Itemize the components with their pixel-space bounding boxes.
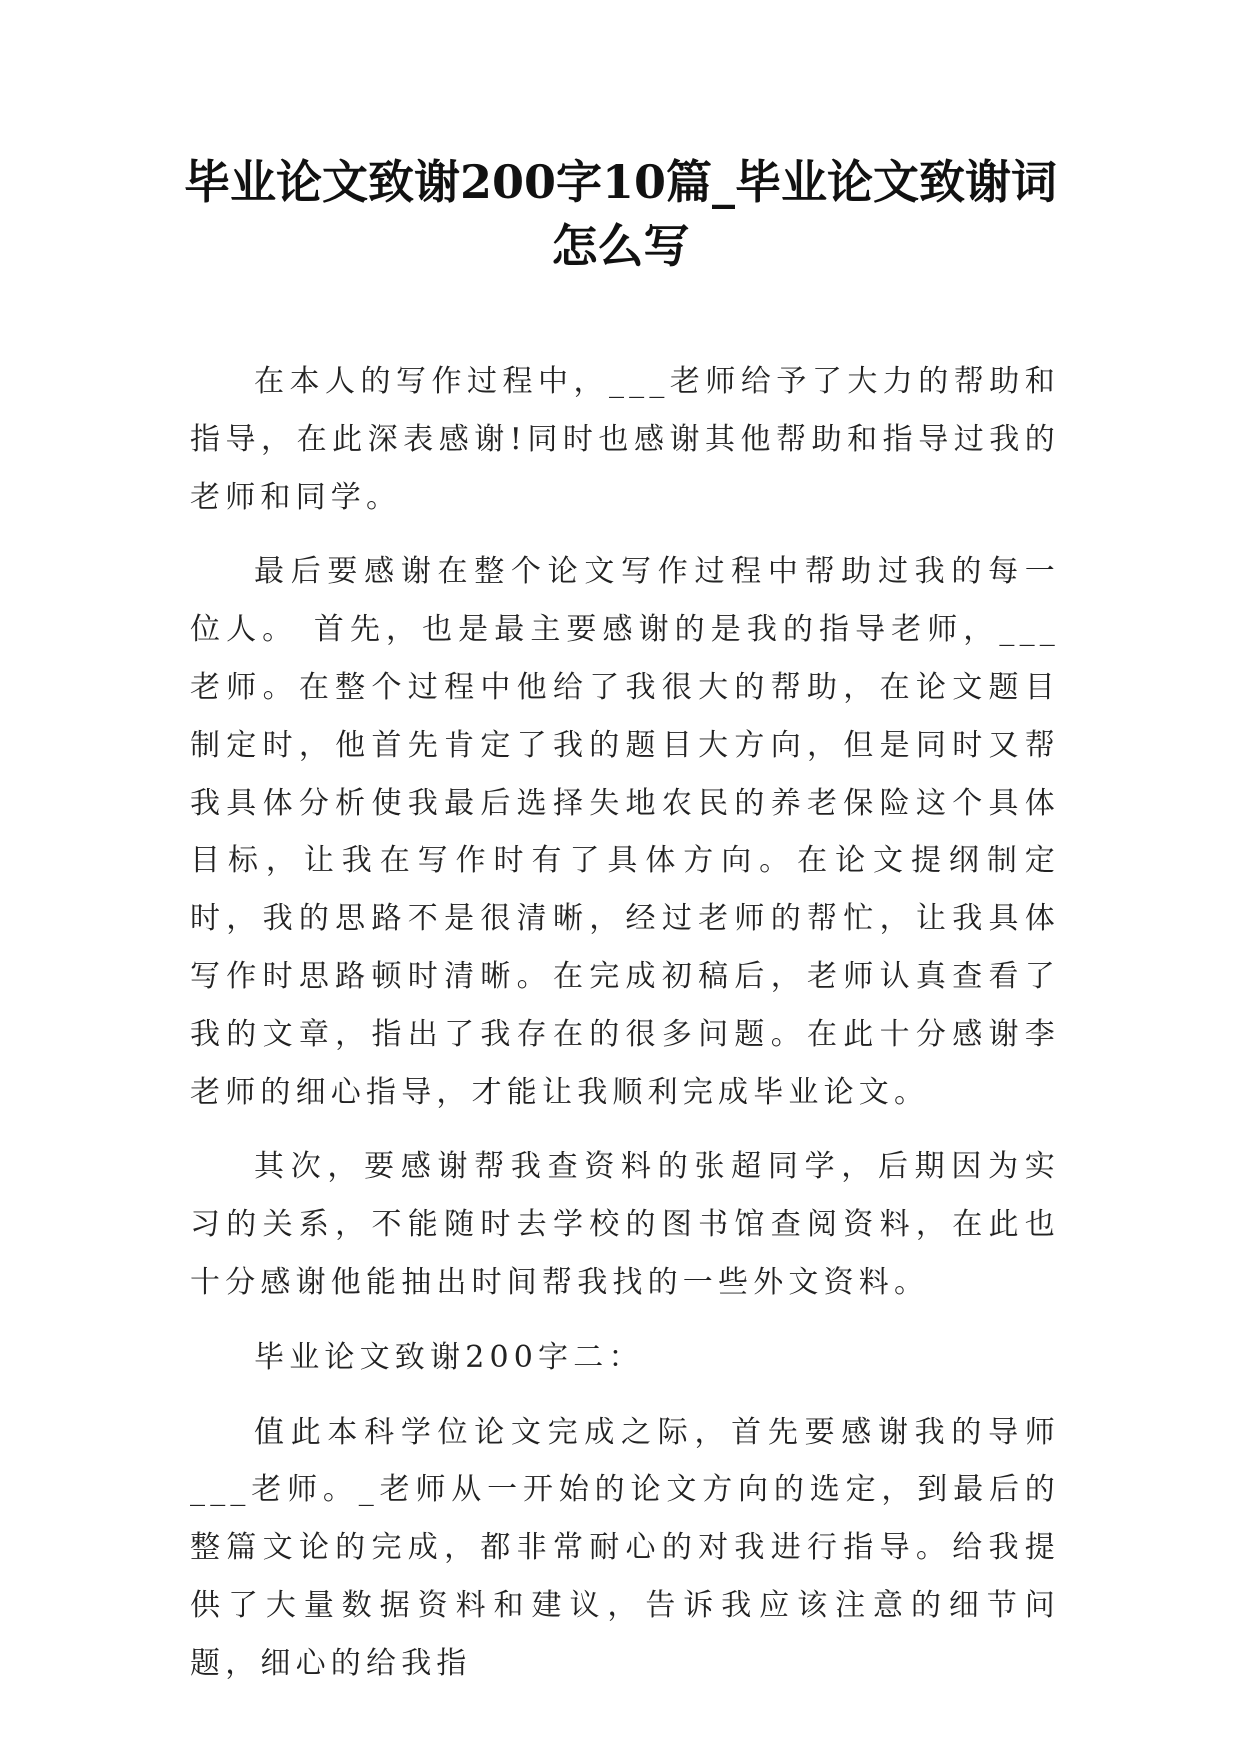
paragraph-1: 在本人的写作过程中，___老师给予了大力的帮助和指导，在此深表感谢!同时也感谢其他帮助和指导过我的老师和同学。: [190, 364, 1060, 515]
paragraph-3: 其次，要感谢帮我查资料的张超同学，后期因为实习的关系，不能随时去学校的图书馆查阅资料，在此也十分感谢他能抽出时间帮我找的一些外文资料。: [190, 1149, 1060, 1300]
paragraph-4: 值此本科学位论文完成之际，首先要感谢我的导师___老师。_老师从一开始的论文方向的选定，到最后的整篇文论的完成，都非常耐心的对我进行指导。给我提供了大量数据资料和建议，告诉我应该注意的细节问题，细心的给我指: [190, 1414, 1060, 1681]
document-body: [190, 353, 1060, 1710]
document-title: [160, 150, 1081, 278]
title-line-1: 毕业论文致谢200字10篇_毕业论文致谢词: [183, 155, 1058, 209]
paragraph-2: 最后要感谢在整个论文写作过程中帮助过我的每一位人。 首先，也是最主要感谢的是我的指导老师，___老师。在整个过程中他给了我很大的帮助，在论文题目制定时，他首先肯定了我的题目大方向，但是同时又帮我具体分析使我最后选择失地农民的养老保险这个具体目标，让我在写作时有了具体方向。在论文提纲制定时，我的思路不是很清晰，经过老师的帮忙，让我具体写作时思路顿时清晰。在完成初稿后，老师认真查看了我的文章，指出了我存在的很多问题。在此十分感谢李老师的细心指导，才能让我顺利完成毕业论文。: [190, 554, 1060, 1110]
title-line-2: 怎么写: [551, 219, 690, 273]
section-heading: 毕业论文致谢200字二：: [254, 1339, 644, 1375]
